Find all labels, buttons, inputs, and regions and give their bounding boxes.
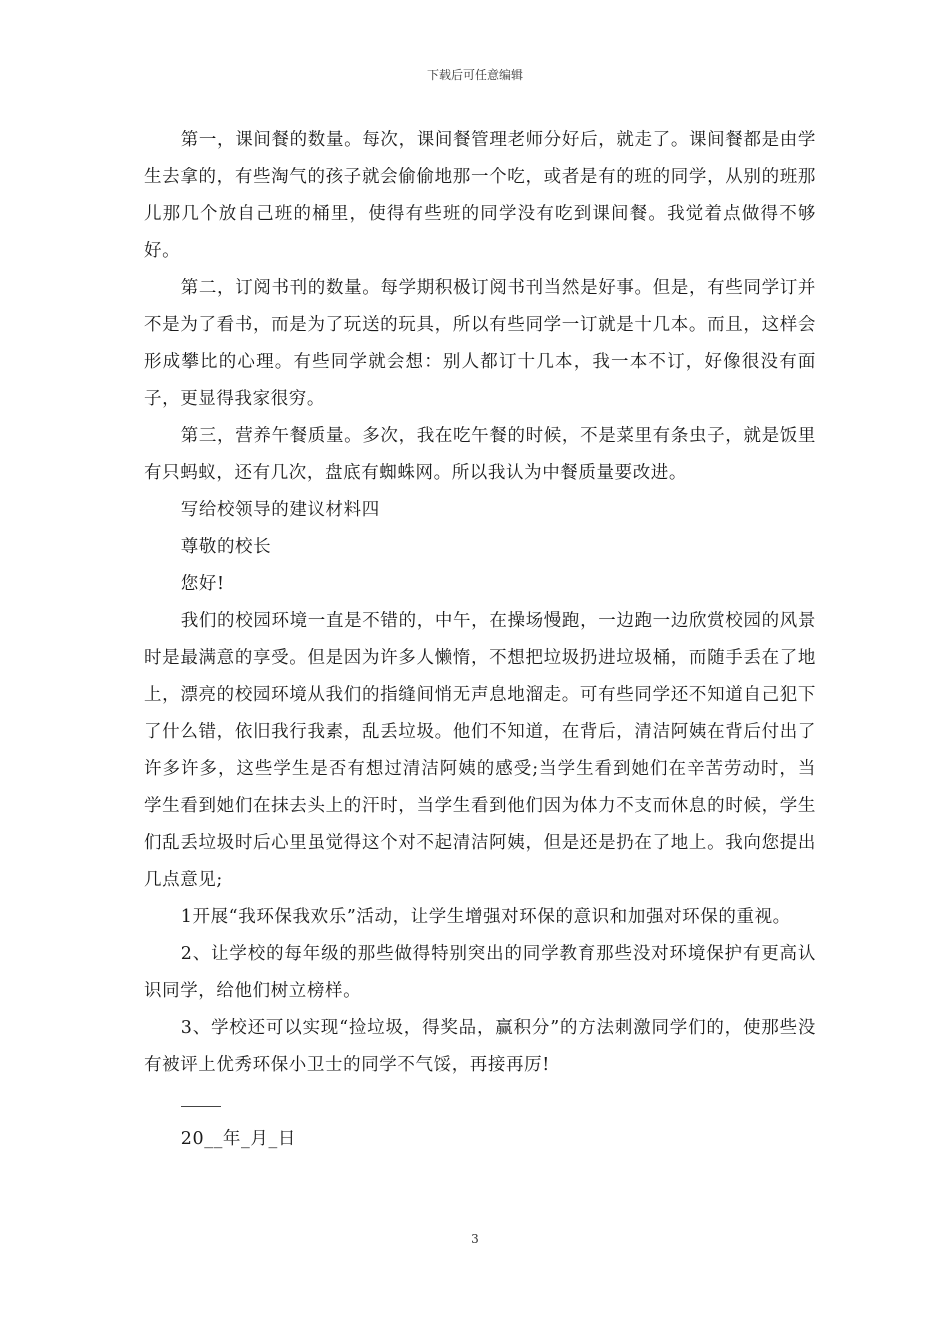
date-line: 20__年_月_日 [180,1129,296,1149]
paragraph-2: 第二，订阅书刊的数量。每学期积极订阅书刊当然是好事。但是，有些同学订并不是为了看书，而是为了玩送的玩具，所以有些同学一订就是十几本。而且，这样会形成攀比的心理。有些同学就会想：别人都订十几本，我一本不订，好像很没有面子，更显得我家很穷。 [144,278,816,409]
signature-line [144,1084,816,1121]
page-number: 3 [471,1232,479,1246]
suggestion-1: 1开展“我环保我欢乐”活动，让学生增强对环保的意识和加强对环保的重视。 [180,907,791,927]
paragraph-3: 第三，营养午餐质量。多次，我在吃午餐的时候，不是菜里有条虫子，就是饭里有只蚂蚁，还有几次，盘底有蜘蛛网。所以我认为中餐质量要改进。 [144,426,816,483]
document-body [144,122,816,1158]
section-title: 写给校领导的建议材料四 [180,500,380,520]
paragraph-4: 我们的校园环境一直是不错的，中午，在操场慢跑，一边跑一边欣赏校园的风景时是最满意的享受。但是因为许多人懒惰，不想把垃圾扔进垃圾桶，而随手丢在了地上，漂亮的校园环境从我们的指缝间悄无声息地溜走。可有些同学还不知道自己犯下了什么错，依旧我行我素，乱丢垃圾。他们不知道，在背后，清洁阿姨在背后付出了许多许多，这些学生是否有想过清洁阿姨的感受;当学生看到她们在辛苦劳动时，当学生看到她们在抹去头上的汗时，当学生看到他们因为体力不支而休息的时候，学生们乱丢垃圾时后心里虽觉得这个对不起清洁阿姨，但是还是扔在了地上。我向您提出几点意见; [144,611,816,890]
greeting: 您好! [180,574,225,594]
paragraph-1: 第一，课间餐的数量。每次，课间餐管理老师分好后，就走了。课间餐都是由学生去拿的，有些淘气的孩子就会偷偷地那一个吃，或者是有的班的同学，从别的班那儿那几个放自己班的桶里，使得有些班的同学没有吃到课间餐。我觉着点做得不够好。 [144,130,816,261]
page-header: 下载后可任意编辑 [426,68,523,82]
salutation: 尊敬的校长 [180,537,272,557]
suggestion-3: 3、学校还可以实现“捡垃圾，得奖品，赢积分”的方法刺激同学们的，使那些没有被评上优秀环保小卫士的同学不气馁，再接再厉! [144,1018,816,1075]
suggestion-2: 2、让学校的每年级的那些做得特别突出的同学教育那些没对环境保护有更高认识同学，给他们树立榜样。 [144,944,816,1001]
